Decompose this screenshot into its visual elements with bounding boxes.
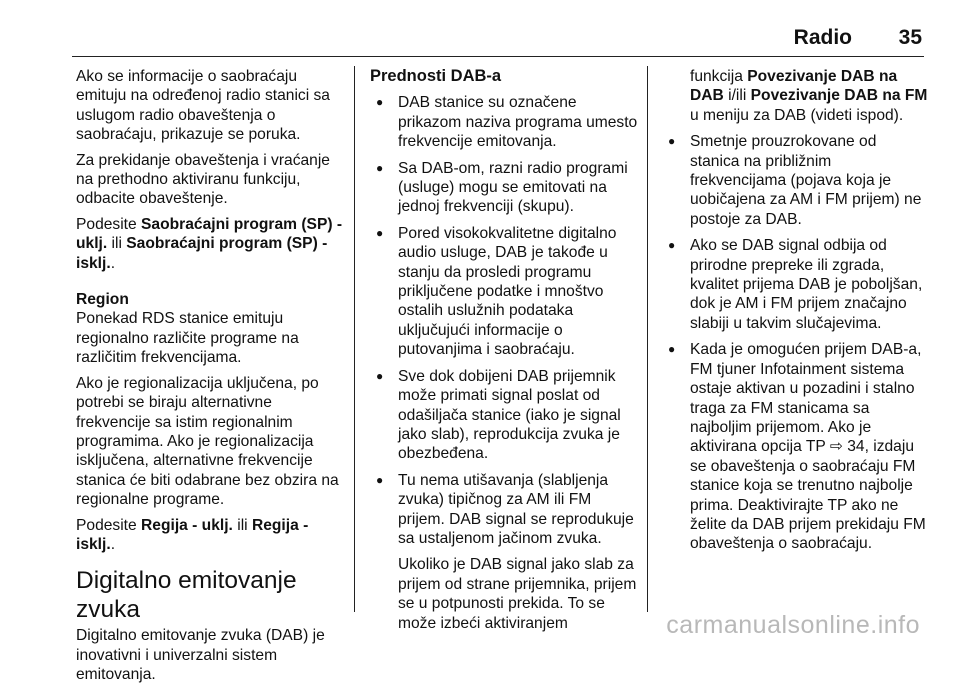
column-2 — [370, 67, 638, 640]
paragraph: Digitalno emitovanje zvuka (DAB) je inovativni i univerzalni sistem emitovanja. — [76, 627, 325, 684]
menu-option: Povezivanje DAB na FM — [750, 87, 928, 105]
watermark-text: carmanualsonline.info — [666, 611, 920, 639]
page-header — [0, 26, 960, 58]
list-item: ● Ako se DAB signal odbija od prirodne prepreke ili zgrada, kvalitet prijema DAB je poboljšan, dok je AM i FM prijem značajno slabiji u takvim slučajevima. — [662, 236, 930, 333]
list-item: ● Smetnje prouzrokovane od stanica na približnim frekvencijama (pojava koja je uobičajena za AM i FM prijem) ne postoje za DAB. — [662, 132, 930, 229]
subheading-region: Region — [76, 291, 129, 309]
list-item: ● Sve dok dobijeni DAB prijemnik može primati signal poslat od odašiljača stanice (iako je signal jako slab), reprodukcija zvuka je obezbeđena. — [370, 367, 638, 464]
bullet-list — [370, 93, 638, 548]
column-3 — [662, 67, 930, 561]
menu-option: Regija - isklj. — [76, 516, 309, 553]
subheading-dab-benefits: Prednosti DAB-a — [370, 67, 502, 85]
page-number: 35 — [898, 26, 922, 49]
menu-option: Povezivanje DAB na DAB — [690, 68, 898, 105]
paragraph: Za prekidanje obaveštenja i vraćanje na prethodno aktiviranu funkciju, odbacite obaveštenje. — [76, 151, 330, 208]
paragraph: Ako se informacije o saobraćaju emituju na određenoj radio stanici sa uslugom radio obaveštenja o saobraćaju, prikazuje se poruka. — [76, 68, 330, 144]
menu-option: Regija - uklj. — [141, 516, 233, 534]
column-1 — [76, 67, 344, 691]
paragraph: Podesite Saobraćajni program (SP) - uklj. ili Saobraćajni program (SP) - isklj.. — [76, 215, 343, 272]
paragraph: Ukoliko je DAB signal jako slab za prijem od strane prijemnika, prijem se u potpunosti prekida. To se može izbeći aktiviranjem — [398, 556, 637, 632]
column-divider-1 — [354, 66, 355, 612]
header-rule — [72, 56, 924, 57]
paragraph: funkcija Povezivanje DAB na DAB i/ili Povezivanje DAB na FM u meniju za DAB (videti ispod). — [690, 68, 928, 124]
list-item: ● Pored visokokvalitetne digitalno audio usluge, DAB je takođe u stanju da prosledi programu priključene podatke i mnoštvo ostalih uslužnih podataka uključujući informacije o putovanjima i saobraćaju. — [370, 224, 638, 360]
paragraph: Ponekad RDS stanice emituju regionalno različite programe na različitim frekvencijama. — [76, 310, 299, 367]
list-item: ● Kada je omogućen prijem DAB-a, FM tjuner Infotainment sistema ostaje aktivan u pozadini i stalno traga za FM stanicama sa najboljim prijemom. Ako je aktivirana opcija TP ⇨ 34, izdaju se obaveštenja o saobraćaju FM stanice koja se trenutno najbolje prima. Deaktivirajte TP ako ne želite da DAB prijem prekidaju FM obaveštenja o saobraćaju. — [662, 340, 930, 553]
menu-option: Saobraćajni program (SP) - uklj. — [76, 215, 343, 253]
column-divider-2 — [647, 66, 648, 612]
running-title: Radio — [793, 26, 852, 49]
bullet-list — [662, 132, 930, 554]
paragraph: Ako je regionalizacija uključena, po potrebi se biraju alternativne frekvencije sa istim regionalnim programima. Ako je regionalizacija isključena, alternativne frekvencije stanica će biti odabrane bez obzira na regionalne programe. — [76, 374, 339, 509]
list-item: ● Tu nema utišavanja (slabljenja zvuka) tipičnog za AM ili FM prijem. DAB signal se reprodukuje sa ustaljenom jačinom zvuka. — [370, 471, 638, 549]
paragraph: Podesite Regija - uklj. ili Regija - isklj.. — [76, 516, 309, 553]
menu-option: Saobraćajni program (SP) - isklj. — [76, 235, 328, 272]
list-item: ● Sa DAB-om, razni radio programi (usluge) mogu se emitovati na jednoj frekvenciji (skupu). — [370, 159, 638, 217]
list-item: ● DAB stanice su označene prikazom naziva programa umesto frekvencije emitovanja. — [370, 93, 638, 151]
section-title: Digitalno emitovanje zvuka — [76, 567, 297, 624]
